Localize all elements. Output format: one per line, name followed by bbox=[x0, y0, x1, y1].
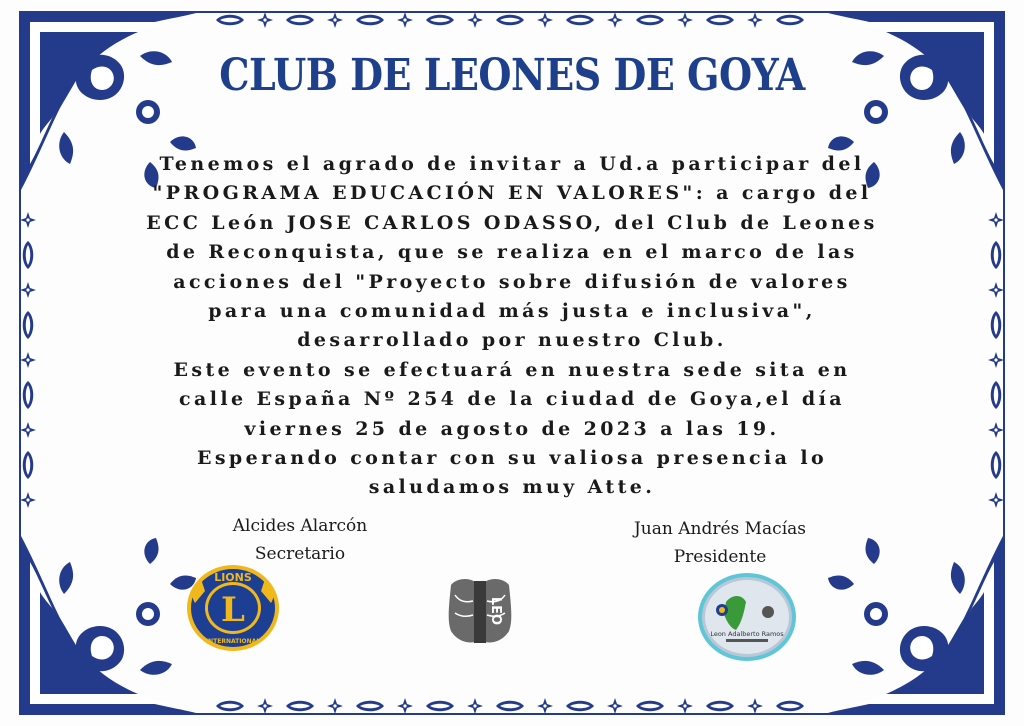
bottom-border-pattern bbox=[216, 698, 804, 714]
left-border-pattern bbox=[20, 212, 36, 508]
leo-text: LEO bbox=[488, 596, 503, 626]
text-line: viernes 25 de agosto de 2023 a las 19. bbox=[244, 417, 780, 440]
text-line: Esperando contar con su valiosa presencia lo bbox=[196, 447, 828, 470]
lions-top-text: LIONS bbox=[214, 571, 252, 584]
signer-role: Presidente bbox=[673, 547, 767, 567]
invitation-text bbox=[60, 150, 964, 503]
lions-international-logo bbox=[183, 563, 283, 653]
text-line: calle España Nº 254 de la ciudad de Goya,el día bbox=[179, 388, 845, 411]
text-line: Tenemos el agrado de invitar a Ud.a participar del bbox=[159, 153, 865, 175]
text-line: saludamos muy Atte. bbox=[368, 476, 656, 499]
signer-name: Alcides Alarcón bbox=[232, 516, 368, 536]
corner-bottom-left bbox=[20, 534, 200, 714]
signer-role: Secretario bbox=[254, 544, 346, 564]
signer-name: Juan Andrés Macías bbox=[633, 519, 807, 539]
text-line: ECC León JOSE CARLOS ODASSO, del Club de Leones bbox=[146, 211, 878, 234]
top-border-pattern bbox=[216, 12, 804, 28]
text-line: de Reconquista, que se realiza en el marco de las bbox=[166, 241, 858, 264]
lions-bottom-text: INTERNATIONAL bbox=[205, 638, 261, 645]
text-line: desarrollado por nuestro Club. bbox=[297, 329, 727, 352]
club-emblem-logo bbox=[696, 572, 798, 662]
signer-secretary bbox=[200, 512, 400, 568]
text-line: "PROGRAMA EDUCACIÓN EN VALORES": a cargo del bbox=[152, 182, 872, 205]
page-title: CLUB DE LEONES DE GOYA bbox=[219, 48, 805, 101]
lions-letter: L bbox=[221, 590, 245, 630]
signer-president bbox=[610, 515, 830, 571]
text-line: Este evento se efectuará en nuestra sede sita en bbox=[173, 358, 851, 381]
right-border-pattern bbox=[988, 212, 1004, 508]
club-emblem-text: Leon Adalberto Ramos bbox=[710, 630, 784, 638]
text-line: para una comunidad más justa e inclusiva", bbox=[208, 300, 816, 323]
text-line: acciones del "Proyecto sobre difusión de valores bbox=[173, 270, 851, 293]
corner-bottom-right bbox=[824, 534, 1004, 714]
leo-club-logo bbox=[445, 575, 515, 647]
